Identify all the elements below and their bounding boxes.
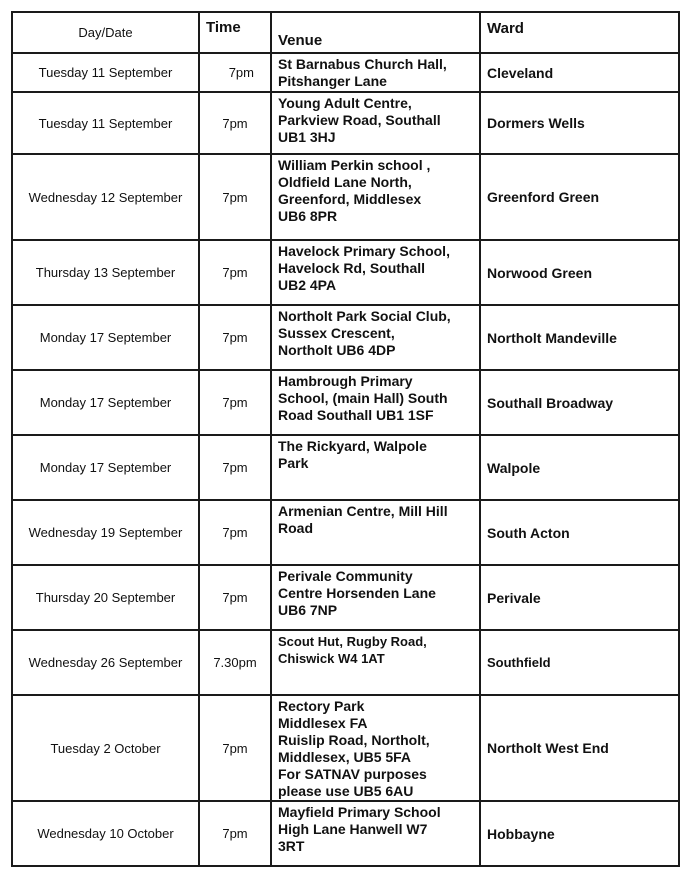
row-date: Thursday 13 September <box>12 240 199 305</box>
row-venue <box>271 240 480 305</box>
venue-line: UB6 8PR <box>278 208 338 224</box>
table-row <box>12 53 679 92</box>
row-date: Wednesday 19 September <box>12 500 199 565</box>
row-ward: Norwood Green <box>480 240 679 305</box>
table-row <box>12 801 679 866</box>
row-time: 7pm <box>199 305 271 370</box>
venue-line: Centre Horsenden Lane <box>278 585 436 601</box>
row-time: 7pm <box>199 500 271 565</box>
row-date: Tuesday 2 October <box>12 695 199 801</box>
venue-line: Park <box>278 455 309 471</box>
row-time: 7pm <box>199 370 271 435</box>
row-ward: Southall Broadway <box>480 370 679 435</box>
row-ward: South Acton <box>480 500 679 565</box>
table-row <box>12 154 679 240</box>
table-row <box>12 92 679 154</box>
venue-line: High Lane Hanwell W7 <box>278 821 428 837</box>
venue-line: UB2 4PA <box>278 277 337 293</box>
venue-line: Northolt Park Social Club, <box>278 308 451 324</box>
row-date: Thursday 20 September <box>12 565 199 630</box>
table-row <box>12 695 679 801</box>
row-date: Monday 17 September <box>12 305 199 370</box>
row-ward: Dormers Wells <box>480 92 679 154</box>
venue-line: please use UB5 6AU <box>278 783 414 799</box>
venue-line: Northolt UB6 4DP <box>278 342 396 358</box>
venue-line: Havelock Primary School, <box>278 243 450 259</box>
venue-line: Mayfield Primary School <box>278 804 441 820</box>
venue-line: 3RT <box>278 838 305 854</box>
table-row <box>12 630 679 695</box>
header-ward: Ward <box>480 12 679 53</box>
venue-line: Young Adult Centre, <box>278 95 412 111</box>
row-date: Monday 17 September <box>12 370 199 435</box>
row-venue <box>271 435 480 500</box>
row-time: 7pm <box>199 154 271 240</box>
row-ward: Northolt West End <box>480 695 679 801</box>
table-row <box>12 370 679 435</box>
row-date: Wednesday 26 September <box>12 630 199 695</box>
table-row <box>12 305 679 370</box>
row-venue <box>271 370 480 435</box>
row-time: 7pm <box>199 92 271 154</box>
row-time: 7.30pm <box>199 630 271 695</box>
row-date: Wednesday 12 September <box>12 154 199 240</box>
venue-line: Rectory Park <box>278 698 365 714</box>
meetings-table <box>11 11 680 867</box>
row-ward: Southfield <box>480 630 679 695</box>
venue-line: Sussex Crescent, <box>278 325 395 341</box>
row-venue <box>271 154 480 240</box>
row-time: 7pm <box>199 565 271 630</box>
venue-line: School, (main Hall) South <box>278 390 448 406</box>
row-venue <box>271 695 480 801</box>
row-ward: Greenford Green <box>480 154 679 240</box>
table-row <box>12 240 679 305</box>
venue-line: Ruislip Road, Northolt, <box>278 732 430 748</box>
header-time: Time <box>199 12 271 53</box>
venue-line: Parkview Road, Southall <box>278 112 441 128</box>
table-row <box>12 435 679 500</box>
venue-line: Hambrough Primary <box>278 373 413 389</box>
row-ward: Cleveland <box>480 53 679 92</box>
header-date: Day/Date <box>12 12 199 53</box>
row-date: Tuesday 11 September <box>12 92 199 154</box>
venue-line: The Rickyard, Walpole <box>278 438 427 454</box>
row-venue <box>271 630 480 695</box>
venue-line: St Barnabus Church Hall, <box>278 56 447 72</box>
venue-line: For SATNAV purposes <box>278 766 427 782</box>
venue-line: Armenian Centre, Mill Hill <box>278 503 448 519</box>
venue-line: UB1 3HJ <box>278 129 336 145</box>
row-ward: Hobbayne <box>480 801 679 866</box>
row-date: Monday 17 September <box>12 435 199 500</box>
venue-line: Road Southall UB1 1SF <box>278 407 434 423</box>
venue-line: William Perkin school , <box>278 157 431 173</box>
row-time: 7pm <box>199 801 271 866</box>
row-date: Tuesday 11 September <box>12 53 199 92</box>
row-ward: Perivale <box>480 565 679 630</box>
row-venue <box>271 801 480 866</box>
row-venue <box>271 500 480 565</box>
venue-line: Havelock Rd, Southall <box>278 260 426 276</box>
row-ward: Northolt Mandeville <box>480 305 679 370</box>
row-ward: Walpole <box>480 435 679 500</box>
row-venue <box>271 53 480 92</box>
row-venue <box>271 92 480 154</box>
venue-line: Chiswick W4 1AT <box>278 651 385 666</box>
venue-line: Pitshanger Lane <box>278 73 387 89</box>
venue-line: Middlesex, UB5 5FA <box>278 749 412 765</box>
table-header-row <box>12 12 679 53</box>
venue-line: Perivale Community <box>278 568 413 584</box>
row-venue <box>271 305 480 370</box>
row-time: 7pm <box>199 435 271 500</box>
venue-line: Middlesex FA <box>278 715 368 731</box>
venue-line: Road <box>278 520 313 536</box>
venue-line: UB6 7NP <box>278 602 338 618</box>
row-time: 7pm <box>199 695 271 801</box>
header-venue: Venue <box>271 12 480 53</box>
row-venue <box>271 565 480 630</box>
venue-line: Scout Hut, Rugby Road, <box>278 634 427 649</box>
row-time: 7pm <box>199 240 271 305</box>
venue-line: Oldfield Lane North, <box>278 174 412 190</box>
row-date: Wednesday 10 October <box>12 801 199 866</box>
row-time: 7pm <box>199 53 271 92</box>
venue-line: Greenford, Middlesex <box>278 191 422 207</box>
table-row <box>12 500 679 565</box>
table-row <box>12 565 679 630</box>
